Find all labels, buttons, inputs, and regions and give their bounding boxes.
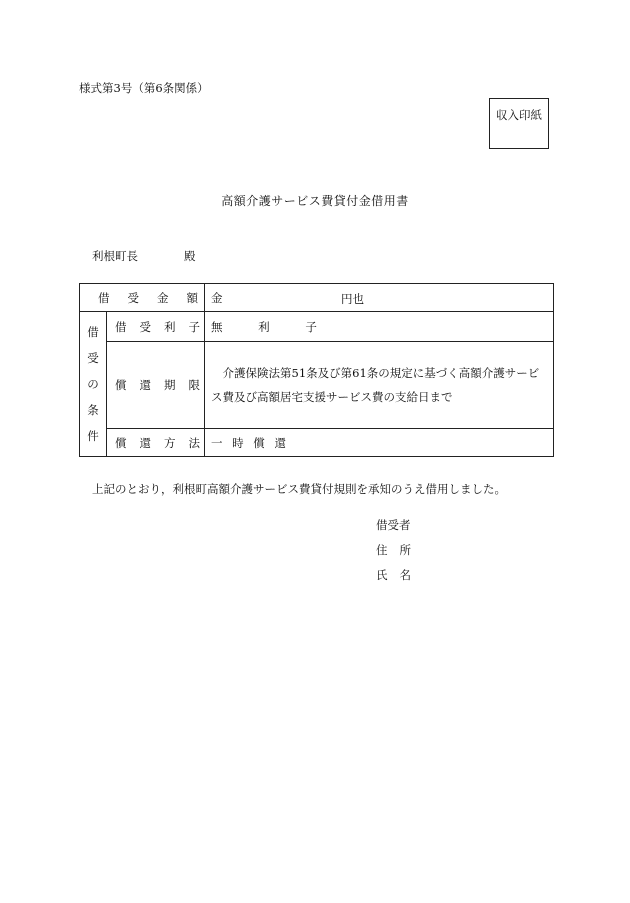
amount-value-cell (205, 284, 554, 312)
interest-label-cell (107, 312, 205, 342)
amount-suffix: 円也 (341, 292, 364, 306)
method-row (80, 429, 554, 457)
method-value: 一 時 償 還 (205, 429, 554, 457)
interest-label: 借 受 利 子 (115, 319, 200, 334)
method-label-cell (107, 429, 205, 457)
interest-value-1: 無 (211, 319, 223, 334)
addressee-honorific: 殿 (184, 249, 196, 263)
interest-value-2: 利 (258, 319, 270, 334)
statement-text: 上記のとおり，利根町高額介護サービス費貸付規則を承知のうえ借用しました。 (92, 482, 506, 496)
conditions-label-cell (80, 312, 107, 457)
interest-row (80, 312, 554, 342)
interest-value-cell (205, 312, 554, 342)
amount-row (80, 284, 554, 312)
interest-value-3: 子 (305, 319, 317, 334)
addressee: 利根町長 (92, 249, 138, 263)
amount-prefix: 金 (211, 290, 223, 305)
loan-table (79, 283, 554, 457)
revenue-stamp-label: 収入印紙 (496, 108, 542, 122)
signature-address-label: 住所 (376, 543, 423, 557)
signature-borrower-label: 借受者 (376, 518, 411, 532)
signature-name-label: 氏名 (376, 568, 423, 582)
form-number: 様式第3号（第6条関係） (79, 81, 209, 95)
period-value: 介護保険法第51条及び第61条の規定に基づく高額介護サービス費及び高額居宅支援サービス費の支給日まで (205, 342, 554, 429)
document-title: 高額介護サービス費貸付金借用書 (221, 194, 409, 208)
period-label-cell (107, 342, 205, 429)
revenue-stamp-box (489, 98, 549, 149)
method-label: 償 還 方 法 (115, 435, 200, 450)
amount-label: 借 受 金 額 (98, 290, 198, 305)
conditions-label: 借 受 の 条 件 (87, 325, 99, 443)
period-label: 償 還 期 限 (115, 378, 200, 392)
amount-label-cell (80, 284, 205, 312)
period-row (80, 342, 554, 429)
